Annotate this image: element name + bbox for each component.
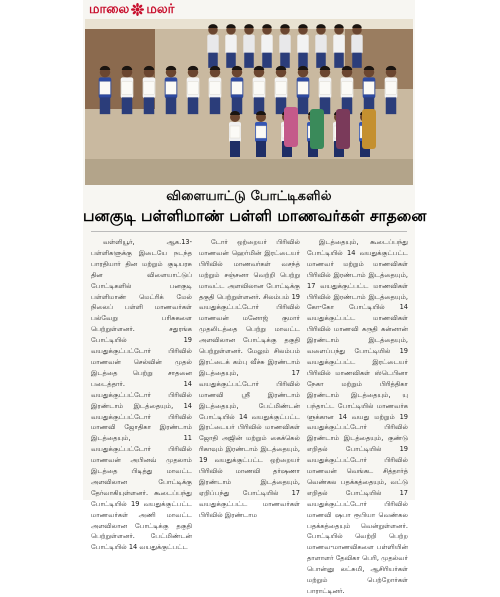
photo-person (279, 24, 290, 68)
lotus-logo-icon (131, 3, 144, 16)
article-column-1-text: வள்ளியூர், ஆக.13- பள்ளிகளுக்கு இடையே நடந்த பாரதியார் தின மற்றும் குடியரசு தின விளையாட்டுப் போட்டிகளில் பனகுடி பள்ளிமாண் மெட்ரிக் மேல் நிலைப் பள்ளி மாணவர்கள் பல்வேறு பரிசுகளை பெற்றுள்ளனர். சதுரங்க போட்டியில் 19 வயதுக்குட்பட்டோர் பிரிவில் மாணவன் செல்வின் முதல் இடத்தை பெற்று சாதனை படைத்தார். 14 வயதுக்குட்பட்டோர் பிரிவில் இரண்டாம் இடத்தையும், 14 வயதுக்குட்பட்டோர் பிரிவில் மாணவி ஜோதிகா இரண்டாம் இடத்தையும், 11 வயதுக்குட்பட்டோர் பிரிவில் மாணவன் அபினவ் முதலாம் இடத்தை பிடித்து மாவட்ட அளவிலான போட்டிக்கு தேர்வாகியுள்ளனர். கூடைப்பந்து போட்டியில் 19 வயதுக்குட்பட்ட மாணவர்கள் அணி மாவட்ட அளவிலான போட்டிக்கு தகுதி பெற்றுள்ளனர். பேட்மிண்டன் போட்டியில் 14 வயதுக்குட்பட்ட (91, 238, 192, 552)
photo-person (255, 111, 267, 157)
photo-person (275, 66, 288, 114)
group-photo-drawing (85, 19, 413, 185)
photo-person (297, 66, 310, 114)
headline-divider (91, 231, 407, 232)
photo-person (99, 66, 112, 114)
photo-person (351, 24, 362, 68)
photo-person (385, 66, 398, 114)
photo-person (253, 66, 266, 114)
masthead-name-left: மாலை (89, 1, 130, 17)
article-headline: பனகுடி பள்ளிமாண் பள்ளி மாணவர்கள் சாதனை (83, 207, 427, 225)
article-column-2 (199, 237, 300, 519)
newspaper-clipping (83, 0, 427, 595)
article-kicker: விளையாட்டு போட்டிகளில் (166, 189, 332, 204)
photo-person (333, 24, 344, 68)
photo-person (297, 24, 308, 68)
photo-person (143, 66, 156, 114)
photo-person (315, 24, 326, 68)
masthead (89, 1, 174, 18)
photo-person (207, 24, 218, 68)
masthead-name-right: மலர் (146, 1, 175, 17)
photo-teacher (310, 109, 324, 149)
photo-person (363, 66, 376, 114)
group-photo (85, 19, 413, 185)
photo-person (229, 111, 241, 157)
photo-teacher (362, 109, 376, 149)
photo-teacher (336, 109, 350, 149)
photo-person (261, 24, 272, 68)
photo-person (209, 66, 222, 114)
photo-person (319, 66, 332, 114)
photo-teacher (284, 107, 298, 147)
article-column-3-text: இடத்தையும், கூடைப்பந்து போட்டியில் 14 வயதுக்குட்பட்ட மாணவர் மற்றும் மாணவிகள் பிரிவில் இரண்டாம் இடத்தையும், 17 வயதுக்குட்பட்ட மாணவிகள் பிரிவில் இரண்டாம் இடத்தையும், கோ-கோ போட்டியில் 14 வயதுக்குட்பட்ட மாணவிகள் பிரிவில் மாணவி சுருதி கன்னான் இரண்டாம் இடத்தையும், வளைப்பந்து போட்டியில் 19 வயதுக்குட்பட்ட இரட்டையர் பிரிவில் மாணவிகள் ஸ்டெபினா நேகா மற்றும் பிரித்திகா இரண்டாம் இடத்தையும், யு பந்தாட்ட போட்டியில் மாணவர்க ளுக்கான 14 வயது மற்றும் 19 வயதுக்குட்பட்டோர் பிரிவில் இரண்டாம் இடத்தையும், குண்டு எறிதல் போட்டியில் 19 வயதுக்குட்பட்டோர் பிரிவில் மாணவன் வெங்கட சித்தார்த் வெண்கல பதக்கத்தையும், வட்டு எறிதல் போட்டியில் 17 வயதுக்குட்பட்டோர் பிரிவில் மாணவி ஷபா ரூபியா வெண்கல பதக்கத்தையும் வென்றுள்ளனர். போட்டியில் வெற்றி பெற்ற மாணவ-மாணவிகளை பள்ளியின் தாளாளர் தேவிகா பெரி, முதல்வர் பொன்னு லட்சுமி, ஆசிரியர்கள் மற்றும் பெற்றோர்கள் பாராட்டினர். (307, 238, 408, 595)
article-column-2-text: டோர் ஒற்றையர் பிரிவில் மாணவன் ஹெர்மின் இரட்டையர் பிரிவில் மாணவர்கள் வசந்த் மற்றும் சஞ்சனா வெற்றி பெற்று மாவட்ட அளவிலான போட்டிக்கு தகுதி பெற்றுள்ளனர். சிலம்பம் 19 வயதுக்குட்பட்டோர் பிரிவில் மாணவன் மனோஜ் குமார் முதலிடத்தை பெற்று மாவட்ட அளவிலான போட்டிக்கு தகுதி பெற்றுள்ளனர். மேலும் சிலம்பம் இரட்டைக் கம்பு வீச்சு இரண்டாம் இடத்தையும், 17 வயதுக்குட்பட்டோர் பிரிவில் மாணவி ஸ்ரீ இரண்டாம் இடத்தையும், பேட்மிண்டன் போட்டியில் 14 வயதுக்குட்பட்ட இரட்டையர் பிரிவில் மாணவிகள் ஜோதி அஜின் மற்றும் கைக்கெல் ரிகாவும் இரண்டாம் இடத்தையும், 19 வயதுக்குட்பட்ட ஒற்றையர் பிரிவில் மாணவி தர்ஷணா இரண்டாம் இடத்தையும், ஏறிப்பந்து போட்டியில் 17 வயதுக்குட்பட்ட மாணவர்கள் பிரிவில் இரண்டாம (199, 238, 300, 519)
photo-person (243, 24, 254, 68)
photo-person (225, 24, 236, 68)
article-column-3 (307, 237, 408, 595)
photo-person (341, 66, 354, 114)
photo-person (231, 66, 244, 114)
article-column-1 (91, 237, 192, 552)
photo-person (187, 66, 200, 114)
photo-person (165, 66, 178, 114)
photo-person (121, 66, 134, 114)
